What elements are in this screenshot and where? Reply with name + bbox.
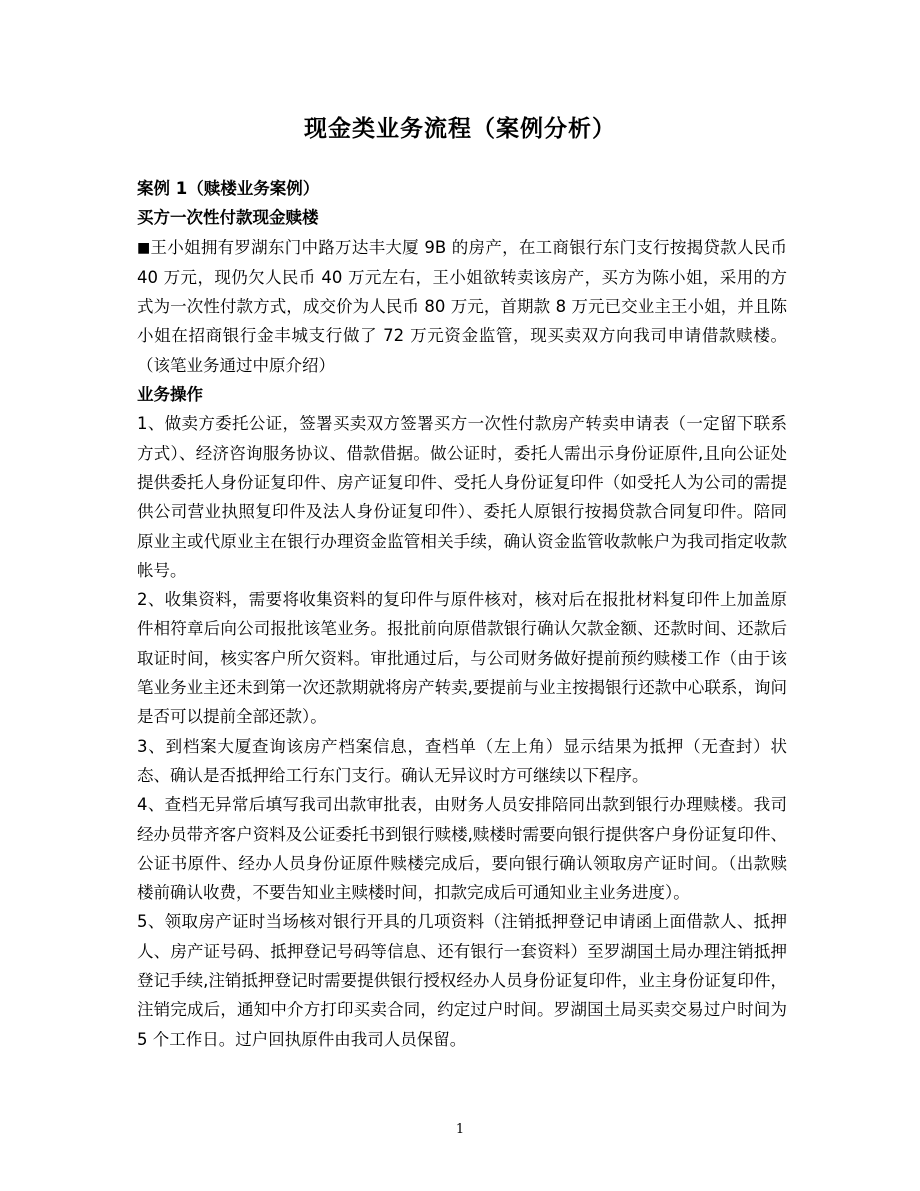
step-3: 3、到档案大厦查询该房产档案信息，查档单（左上角）显示结果为抵押（无查封）状态、确认是否抵押给工行东门支行。确认无异议时方可继续以下程序。 xyxy=(137,736,787,785)
square-bullet-icon: ■ xyxy=(137,239,151,256)
step-2: 2、收集资料，需要将收集资料的复印件与原件核对，核对后在报批材料复印件上加盖原件相符章后向公司报批该笔业务。报批前向原借款银行确认欠款金额、还款时间、还款后取证时间，核实客户所欠资料。审批通过后，与公司财务做好提前预约赎楼工作（由于该笔业务业主还未到第一次还款期就将房产转卖,要提前与业主按揭银行还款中心联系，询问是否可以提前全部还款）。 xyxy=(137,590,787,727)
step-1: 1、做卖方委托公证，签署买卖双方签署买方一次性付款房产转卖申请表（一定留下联系方式）、经济咨询服务协议、借款借据。做公证时，委托人需出示身份证原件,且向公证处提供委托人身份证复印件、房产证复印件、受托人身份证复印件（如受托人为公司的需提供公司营业执照复印件及法人身份证复印件）、委托人原银行按揭贷款合同复印件。陪同原业主或代原业主在银行办理资金监管相关手续，确认资金监管收款帐户为我司指定收款帐号。 xyxy=(137,414,787,580)
case-heading: 案例 1（赎楼业务案例） xyxy=(137,179,320,198)
document-title: 现金类业务流程（案例分析） xyxy=(304,116,616,142)
operations-heading: 业务操作 xyxy=(137,385,203,405)
step-4: 4、查档无异常后填写我司出款审批表，由财务人员安排陪同出款到银行办理赎楼。我司经办员带齐客户资料及公证委托书到银行赎楼,赎楼时需要向银行提供客户身份证复印件、公证书原件、经办人员身份证原件赎楼完成后，要向银行确认领取房产证时间。（出款赎楼前确认收费，不要告知业主赎楼时间，扣款完成后可通知业主业务进度）。 xyxy=(137,795,787,903)
step-5: 5、领取房产证时当场核对银行开具的几项资料（注销抵押登记申请函上面借款人、抵押人、房产证号码、抵押登记号码等信息、还有银行一套资料）至罗湖国土局办理注销抵押登记手续,注销抵押登记时需要提供银行授权经办人员身份证复印件，业主身份证复印件，注销完成后，通知中介方打印买卖合同，约定过户时间。罗湖国土局买卖交易过户时间为 5 个工作日。过户回执原件由我司人员保留。 xyxy=(137,912,787,1049)
document-body xyxy=(137,174,787,1054)
page-number: 1 xyxy=(455,1122,465,1137)
case-description-text: 王小姐拥有罗湖东门中路万达丰大厦 9B 的房产，在工商银行东门支行按揭贷款人民币 40 万元，现仍欠人民币 40 万元左右，王小姐欲转卖该房产，买方为陈小姐，采用的方式为一次性付款方式，成交价为人民币 80 万元，首期款 8 万元已交业主王小姐，并且陈小姐在招商银行金丰城支行做了 72 万元资金监管，现买卖双方向我司申请借款赎楼。（该笔业务通过中原介绍） xyxy=(137,237,788,375)
case-description xyxy=(137,233,787,380)
case-subheading: 买方一次性付款现金赎楼 xyxy=(137,208,319,228)
